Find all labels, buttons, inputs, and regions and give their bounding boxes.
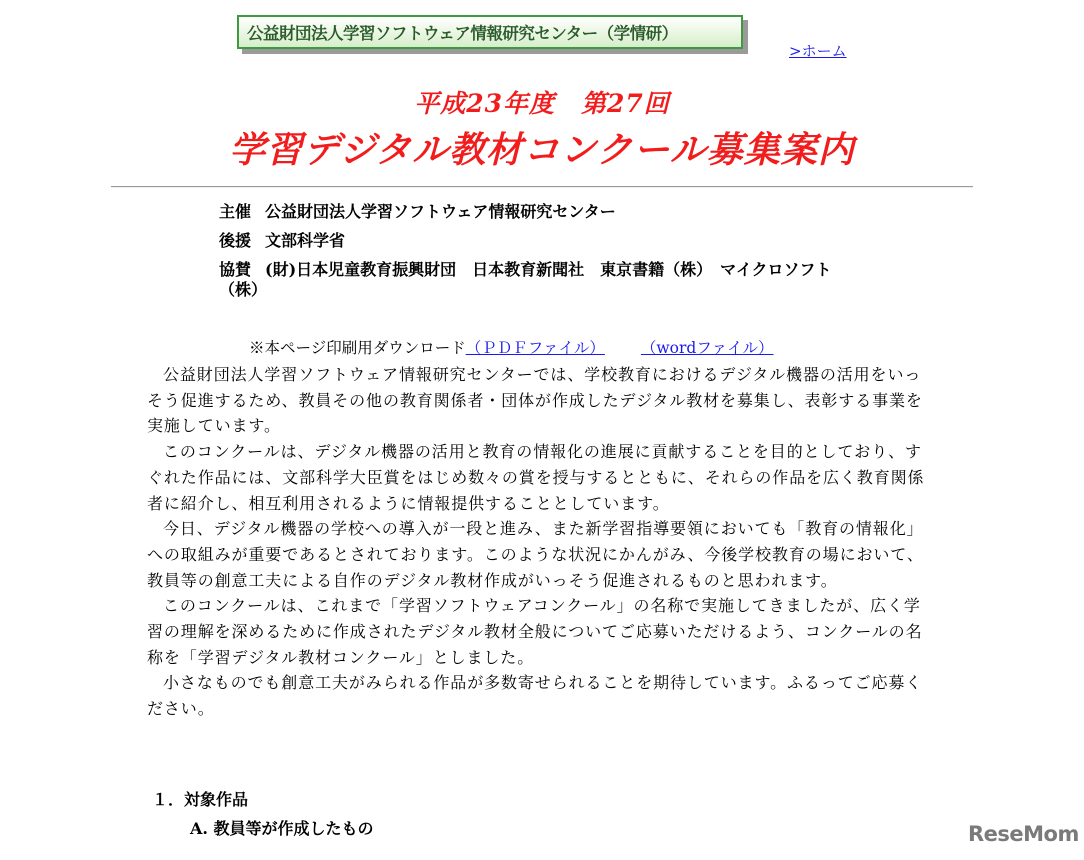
logo-text: 公益財団法人学習ソフトウェア情報研究センター（学情研） (247, 24, 678, 43)
horizontal-divider (111, 186, 973, 188)
organizer-value: 公益財団法人学習ソフトウェア情報研究センター (265, 202, 616, 221)
organizer-label: 主催 (219, 202, 252, 221)
cosponsor-label: 協賛 (219, 260, 252, 279)
download-line (249, 336, 774, 358)
section-heading-target-works: １．対象作品 (152, 790, 249, 809)
watermark-logo: ReseMom (968, 822, 1079, 846)
page-title: 学習デジタル教材コンクール募集案内 (229, 129, 855, 171)
word-download-link[interactable]: （wordファイル） (640, 339, 774, 357)
section-subheading-a: A. 教員等が作成したもの (190, 819, 374, 838)
page-subtitle-year: 平成23年度 第27回 (414, 89, 670, 118)
intro-paragraph: 公益財団法人学習ソフトウェア情報研究センターでは、学校教育におけるデジタル機器の活用をいっそう促進するため、教員その他の教育関係者・団体が作成したデジタル教材を募集し、表彰する事業を実施しています。 (147, 365, 923, 436)
support-row (219, 231, 869, 251)
sponsor-info (219, 202, 869, 309)
download-prefix: ※本ページ印刷用ダウンロード (249, 339, 466, 357)
cosponsor-row (219, 260, 869, 300)
intro-paragraph: このコンクールは、これまで「学習ソフトウェアコンクール」の名称で実施してきましたが、広く学習の理解を深めるために作成されたデジタル教材全般についてご応募いただけるよう、コンクールの名称を「学習デジタル教材コンクール」としました。 (147, 596, 923, 667)
support-label: 後援 (219, 231, 252, 250)
cosponsor-value: (財)日本児童教育振興財団 日本教育新聞社 東京書籍（株） マイクロソフト（株） (219, 260, 832, 299)
organizer-row (219, 202, 869, 222)
intro-paragraph: 今日、デジタル機器の学校への導入が一段と進み、また新学習指導要領においても「教育の情報化」への取組みが重要であるとされております。このような状況にかんがみ、今後学校教育の場において、教員等の創意工夫による自作のデジタル教材作成がいっそう促進されるものと思われます。 (147, 519, 924, 590)
support-value: 文部科学省 (265, 231, 346, 250)
intro-body (147, 362, 929, 722)
intro-paragraph: このコンクールは、デジタル機器の活用と教育の情報化の進展に貢献することを目的としており、すぐれた作品には、文部科学大臣賞をはじめ数々の賞を授与するとともに、それらの作品を広く教育関係者に紹介し、相互利用されるように情報提供することとしています。 (147, 442, 925, 513)
home-link[interactable]: >ホーム (789, 42, 847, 60)
intro-paragraph: 小さなものでも創意工夫がみられる作品が多数寄せられることを期待しています。ふるってご応募ください。 (147, 673, 923, 719)
pdf-download-link[interactable]: （ＰＤＦファイル） (465, 339, 605, 357)
site-logo-banner[interactable] (237, 15, 743, 49)
